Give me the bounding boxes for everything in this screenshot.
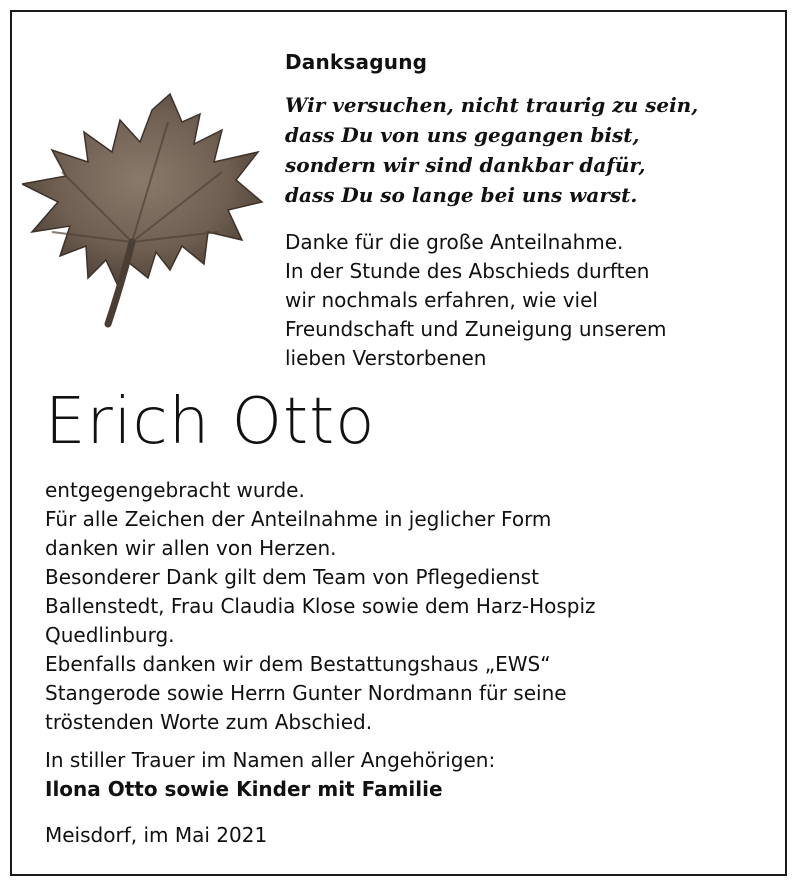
poem	[285, 90, 698, 210]
thanks-line: lieben Verstorbenen	[285, 346, 487, 370]
maple-leaf-image	[22, 92, 264, 332]
place-date: Meisdorf, im Mai 2021	[45, 823, 268, 847]
body-line: tröstenden Worte zum Abschied.	[45, 710, 373, 734]
body-line: Für alle Zeichen der Anteilnahme in jeglicher Form	[45, 507, 552, 531]
body-line: Stangerode sowie Herrn Gunter Nordmann für seine	[45, 681, 567, 705]
body-line: Ballenstedt, Frau Claudia Klose sowie dem Harz-Hospiz	[45, 594, 596, 618]
thanks-line: Danke für die große Anteilnahme.	[285, 230, 624, 254]
body-line: Besonderer Dank gilt dem Team von Pflegedienst	[45, 565, 539, 589]
thanks-line: wir nochmals erfahren, wie viel	[285, 288, 598, 312]
body-line: Ebenfalls danken wir dem Bestattungshaus „EWS“	[45, 652, 551, 676]
leaf-shape	[22, 94, 262, 286]
poem-line: sondern wir sind dankbar dafür,	[285, 153, 646, 177]
thanks-paragraph	[285, 228, 666, 373]
thanks-line: Freundschaft und Zuneigung unserem	[285, 317, 667, 341]
closing-line: In stiller Trauer im Namen aller Angehörigen:	[45, 748, 496, 772]
deceased-name: Erich Otto	[45, 385, 376, 459]
heading-danksagung: Danksagung	[285, 50, 428, 74]
body-line: Quedlinburg.	[45, 623, 175, 647]
poem-line: dass Du von uns gegangen bist,	[285, 123, 640, 147]
body-paragraph	[45, 476, 596, 737]
poem-line: Wir versuchen, nicht traurig zu sein,	[285, 93, 699, 117]
poem-line: dass Du so lange bei uns warst.	[285, 183, 638, 207]
body-line: danken wir allen von Herzen.	[45, 536, 337, 560]
thanks-line: In der Stunde des Abschieds durften	[285, 259, 650, 283]
family-signature: Ilona Otto sowie Kinder mit Familie	[45, 777, 443, 801]
body-line: entgegengebracht wurde.	[45, 478, 305, 502]
